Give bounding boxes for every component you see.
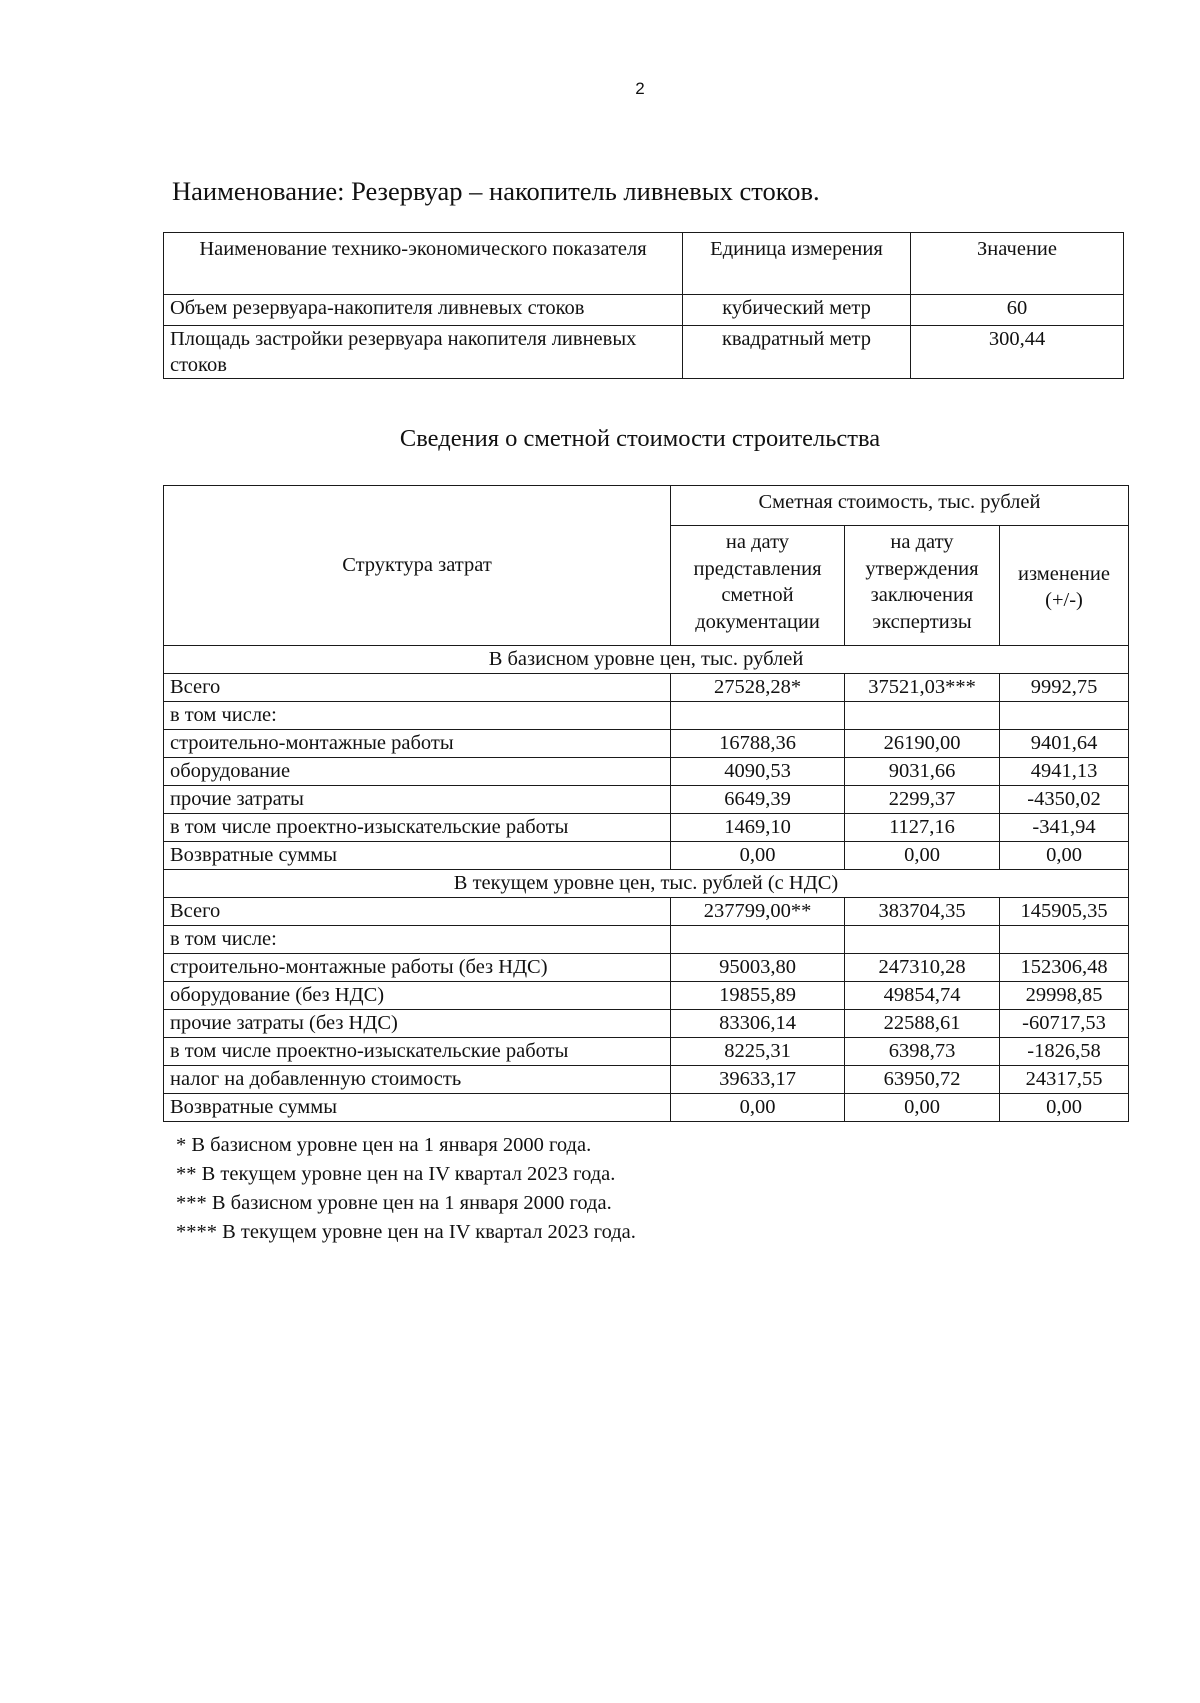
cost-item-cell: в том числе: bbox=[164, 702, 671, 730]
cost-value-cell: 152306,48 bbox=[1000, 954, 1129, 982]
cost-value-cell: 2299,37 bbox=[845, 786, 1000, 814]
cost-value-cell bbox=[671, 702, 845, 730]
cost-value-cell: 83306,14 bbox=[671, 1010, 845, 1038]
cost-value-cell: 237799,00** bbox=[671, 898, 845, 926]
table-row bbox=[164, 954, 1129, 982]
cost-item-cell: в том числе проектно-изыскательские работы bbox=[164, 814, 671, 842]
footnote: **** В текущем уровне цен на IV квартал 2023 года. bbox=[176, 1221, 636, 1243]
submission-date-header: на дату представления сметной документации bbox=[671, 526, 845, 646]
table-row bbox=[164, 842, 1129, 870]
cost-item-cell: прочие затраты bbox=[164, 786, 671, 814]
unit-cell: квадратный метр bbox=[683, 326, 911, 379]
object-title: Наименование: Резервуар – накопитель ливневых стоков. bbox=[172, 176, 820, 206]
section-header-row bbox=[164, 646, 1129, 674]
cost-value-cell: -1826,58 bbox=[1000, 1038, 1129, 1066]
cost-item-cell: в том числе: bbox=[164, 926, 671, 954]
cost-value-cell: 9992,75 bbox=[1000, 674, 1129, 702]
footnote: *** В базисном уровне цен на 1 января 2000 года. bbox=[176, 1192, 612, 1214]
cost-value-cell: 6398,73 bbox=[845, 1038, 1000, 1066]
cost-value-cell: 0,00 bbox=[845, 842, 1000, 870]
cost-value-cell bbox=[845, 926, 1000, 954]
cost-value-cell: 1469,10 bbox=[671, 814, 845, 842]
approval-date-header: на дату утверждения заключения экспертизы bbox=[845, 526, 1000, 646]
cost-value-cell bbox=[845, 702, 1000, 730]
cost-value-cell: -60717,53 bbox=[1000, 1010, 1129, 1038]
section-title: Сведения о сметной стоимости строительства bbox=[399, 425, 881, 452]
estimated-cost-table bbox=[163, 485, 1129, 1122]
cost-item-cell: Возвратные суммы bbox=[164, 1094, 671, 1122]
value-cell: 60 bbox=[911, 295, 1124, 326]
page-number: 2 bbox=[635, 79, 645, 98]
cost-structure-header: Структура затрат bbox=[164, 486, 671, 646]
cost-item-cell: строительно-монтажные работы (без НДС) bbox=[164, 954, 671, 982]
cost-value-cell: 26190,00 bbox=[845, 730, 1000, 758]
section-title-cell: В базисном уровне цен, тыс. рублей bbox=[164, 646, 1129, 674]
cost-value-cell: 0,00 bbox=[1000, 1094, 1129, 1122]
cost-value-cell: 49854,74 bbox=[845, 982, 1000, 1010]
table-row bbox=[164, 1066, 1129, 1094]
cost-value-cell: 247310,28 bbox=[845, 954, 1000, 982]
cost-value-cell: 27528,28* bbox=[671, 674, 845, 702]
cost-item-cell: оборудование (без НДС) bbox=[164, 982, 671, 1010]
cost-value-cell: 39633,17 bbox=[671, 1066, 845, 1094]
cost-value-cell: 383704,35 bbox=[845, 898, 1000, 926]
cost-value-cell: 37521,03*** bbox=[845, 674, 1000, 702]
cost-item-cell: прочие затраты (без НДС) bbox=[164, 1010, 671, 1038]
cost-table-body bbox=[164, 646, 1129, 1122]
cost-value-cell: 63950,72 bbox=[845, 1066, 1000, 1094]
footnote: * В базисном уровне цен на 1 января 2000 года. bbox=[176, 1134, 592, 1156]
table-row bbox=[164, 786, 1129, 814]
cost-value-cell: 29998,85 bbox=[1000, 982, 1129, 1010]
header-cell: Наименование технико-экономического показателя bbox=[164, 233, 683, 295]
table-row bbox=[164, 326, 1124, 379]
section-title-cell: В текущем уровне цен, тыс. рублей (с НДС) bbox=[164, 870, 1129, 898]
cost-item-cell: Возвратные суммы bbox=[164, 842, 671, 870]
cost-value-cell: 9401,64 bbox=[1000, 730, 1129, 758]
table-row bbox=[164, 1038, 1129, 1066]
cost-value-cell: 1127,16 bbox=[845, 814, 1000, 842]
cost-value-cell: 0,00 bbox=[671, 1094, 845, 1122]
table-row bbox=[164, 674, 1129, 702]
cost-value-cell: 4941,13 bbox=[1000, 758, 1129, 786]
cost-item-cell: строительно-монтажные работы bbox=[164, 730, 671, 758]
cost-value-cell: 0,00 bbox=[845, 1094, 1000, 1122]
cost-value-cell: 19855,89 bbox=[671, 982, 845, 1010]
table-row bbox=[164, 1094, 1129, 1122]
footnote: ** В текущем уровне цен на IV квартал 2023 года. bbox=[176, 1163, 616, 1185]
header-cell: Единица измерения bbox=[683, 233, 911, 295]
cost-item-cell: Всего bbox=[164, 674, 671, 702]
cost-value-cell bbox=[1000, 926, 1129, 954]
cost-value-cell: 0,00 bbox=[1000, 842, 1129, 870]
cost-value-cell: -341,94 bbox=[1000, 814, 1129, 842]
header-cell: Значение bbox=[911, 233, 1124, 295]
cost-value-cell: 9031,66 bbox=[845, 758, 1000, 786]
indicator-name-cell: Объем резервуара-накопителя ливневых стоков bbox=[164, 295, 683, 326]
cost-value-cell: 6649,39 bbox=[671, 786, 845, 814]
cost-value-cell: 8225,31 bbox=[671, 1038, 845, 1066]
table-row bbox=[164, 814, 1129, 842]
cost-value-cell: 145905,35 bbox=[1000, 898, 1129, 926]
cost-value-cell: -4350,02 bbox=[1000, 786, 1129, 814]
table-header-row bbox=[164, 233, 1124, 295]
estimated-cost-header: Сметная стоимость, тыс. рублей bbox=[671, 486, 1129, 526]
cost-item-cell: налог на добавленную стоимость bbox=[164, 1066, 671, 1094]
cost-value-cell: 22588,61 bbox=[845, 1010, 1000, 1038]
cost-item-cell: в том числе проектно-изыскательские работы bbox=[164, 1038, 671, 1066]
cost-value-cell: 95003,80 bbox=[671, 954, 845, 982]
table-row bbox=[164, 730, 1129, 758]
value-cell: 300,44 bbox=[911, 326, 1124, 379]
cost-value-cell bbox=[1000, 702, 1129, 730]
table-row bbox=[164, 1010, 1129, 1038]
cost-value-cell: 16788,36 bbox=[671, 730, 845, 758]
section-header-row bbox=[164, 870, 1129, 898]
indicator-name-cell: Площадь застройки резервуара накопителя ливневых стоков bbox=[164, 326, 683, 379]
table-row bbox=[164, 926, 1129, 954]
footnotes bbox=[176, 1131, 636, 1247]
cost-value-cell: 0,00 bbox=[671, 842, 845, 870]
change-header: изменение (+/-) bbox=[1000, 526, 1129, 646]
cost-value-cell: 24317,55 bbox=[1000, 1066, 1129, 1094]
table-row bbox=[164, 295, 1124, 326]
table-header-row bbox=[164, 486, 1129, 526]
table-row bbox=[164, 758, 1129, 786]
table-row bbox=[164, 982, 1129, 1010]
table-row bbox=[164, 898, 1129, 926]
cost-item-cell: Всего bbox=[164, 898, 671, 926]
cost-value-cell: 4090,53 bbox=[671, 758, 845, 786]
unit-cell: кубический метр bbox=[683, 295, 911, 326]
cost-item-cell: оборудование bbox=[164, 758, 671, 786]
table-row bbox=[164, 702, 1129, 730]
cost-value-cell bbox=[671, 926, 845, 954]
technical-indicators-table bbox=[163, 232, 1124, 379]
